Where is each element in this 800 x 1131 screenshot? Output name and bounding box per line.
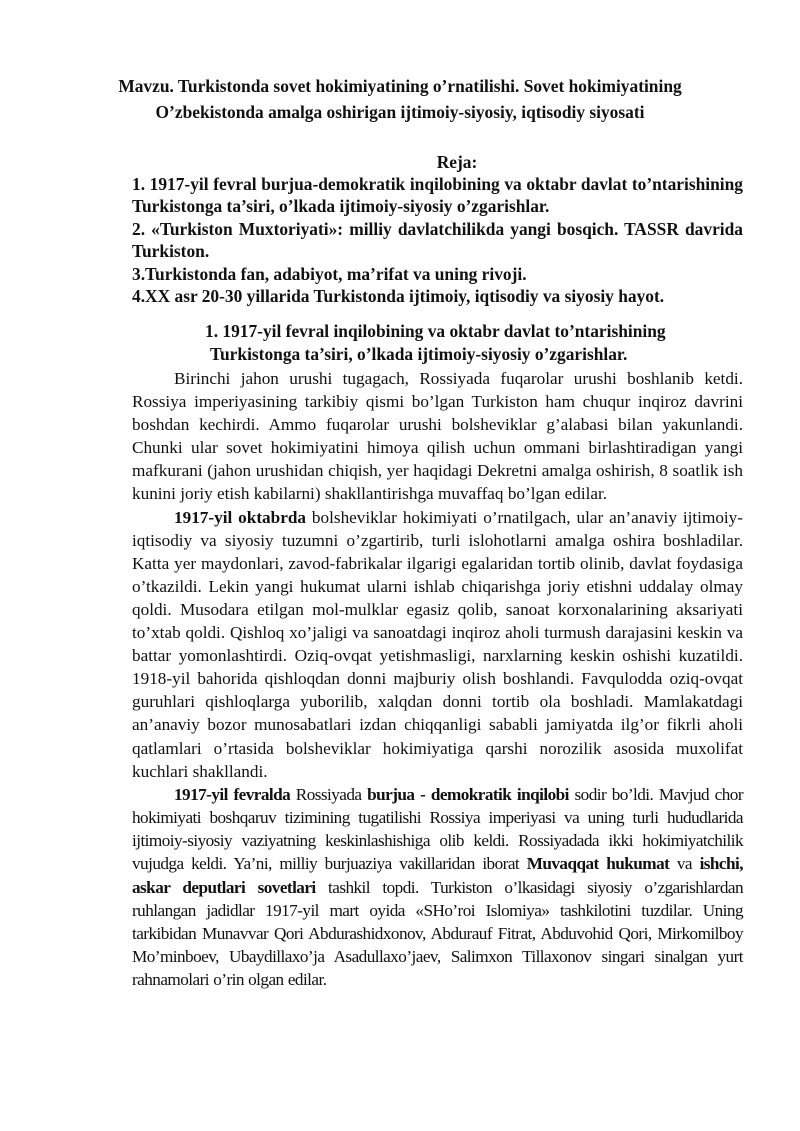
paragraph-3-provisional-government: Muvaqqat hukumat [526, 854, 670, 874]
plan-item-4: 4.XX asr 20-30 yillarida Turkistonda ijtimoiy, iqtisodiy va siyosiy hayot. [132, 286, 665, 307]
paragraph-3-lead: 1917-yil fevralda [174, 784, 291, 804]
plan-list [132, 173, 743, 307]
title-line-1: Mavzu. Turkistonda sovet hokimiyatining o’rnatilishi. Sovet hokimiyatining [118, 76, 682, 96]
paragraph-3 [132, 783, 743, 992]
title-line-2: O’zbekistonda amalga oshirigan ijtimoiy-siyosiy, iqtisodiy siyosati [155, 102, 645, 122]
paragraph-3-part-a: Rossiyada [290, 784, 368, 804]
paragraph-3-revolution: burjua - demokratik inqilobi [367, 784, 569, 804]
paragraph-2-lead: 1917-yil oktabrda [174, 507, 306, 527]
section-heading-line-1: 1. 1917-yil fevral inqilobining va oktabr davlat to’ntarishining [205, 321, 666, 341]
plan-item-2: 2. «Turkiston Muxtoriyati»: milliy davlatchilikda yangi bosqich. TASSR davrida Turkiston. [132, 218, 743, 262]
plan-item-1: 1. 1917-yil fevral burjua-demokratik inqilobining va oktabr davlat to’ntarishining Turkistonga ta’siri, o’lkada ijtimoiy-siyosiy o’zgarishlar. [132, 174, 743, 217]
section-heading [205, 320, 725, 366]
section-heading-line-2: Turkistonga ta’siri, o’lkada ijtimoiy-siyosiy o’zgarishlar. [210, 344, 628, 364]
plan-heading: Reja: [436, 152, 478, 172]
plan-item-3: 3.Turkistonda fan, adabiyot, ma’rifat va uning rivoji. [132, 263, 527, 284]
paragraph-3-part-g: tashkil topdi. Turkiston o’lkasidagi siyosiy o’zgarishlardan ruhlangan jadidlar 1917-yil mart oyida «SHo’roi Islomiya» tashkilotini tuzdilar. Uning tarkibidan Munavvar Qori Abdurashidxonov, Abdurauf Fitrat, Abduvohid Qori, Mirkomilboy Mo’minboev, Ubaydillaxo’ja Asadullaxo’jaev, Salimxon Tillaxonov singari sinalgan yurt rahnamolari o’rin olgan edilar. [132, 877, 743, 990]
paragraph-3-soviets: ishchi, askar deputlari sovetlari [132, 854, 743, 897]
paragraph-1: Birinchi jahon urushi tugagach, Rossiyada fuqarolar urushi boshlanib ketdi. Rossiya imperiyasining tarkibiy qismi bo’lgan Turkiston ham chuqur inqiroz davrini boshdan kechirdi. Ammo fuqarolar urushi bolsheviklar g’alabasi bilan yakunlandi. Chunki ular sovet hokimiyatini himoya qilish uchun ommani birlashtiradigan yangi mafkurani (jahon urushidan chiqish, yer haqidagi Dekretni amalga oshirish, 8 soatlik ish kunini joriy etish kabilarni) shakllantirishga muvaffaq bo’lgan edilar. [132, 369, 743, 504]
paragraph-3-part-e: va [669, 854, 700, 874]
paragraph-2 [132, 506, 743, 783]
paragraph-2-rest: bolsheviklar hokimiyati o’rnatilgach, ular an’anaviy ijtimoiy-iqtisodiy va siyosiy tuzumni o’zgartirib, turli islohotlarni amalga oshira boshladilar. Katta yer maydonlari, zavod-fabrikalar ilgarigi egalaridan tortib olinib, davlat foydasiga o’tkazildi. Lekin yangi hukumat ularni ishlab chiqarishga joriy etishni uddalay olmay qoldi. Musodara etilgan mol-mulklar egasiz qolib, sanoat korxonalarining aksariyati to’xtab qoldi. Qishloq xo’jaligi va sanoatdagi inqiroz aholi turmush darajasini keskin va battar yomonlashtirdi. Oziq-ovqat yetishmasligi, narxlarning keskin oshishi kuzatildi. 1918-yil bahorida qishloqdan donni majburiy olish boshlandi. Favqulodda oziq-ovqat guruhlari qishloqlarga yuborilib, xalqdan donni tortib ola boshladi. Mamlakatdagi an’anaviy bozor munosabatlari izdan chiqqanligi sababli jamiyatda ilg’or fikrli aholi qatlamlari o’rtasida bolsheviklar hokimiyatiga qarshi norozilik asosida muxolifat kuchlari shakllandi. [132, 507, 744, 781]
document-title [100, 73, 700, 125]
body-text [132, 367, 743, 992]
paragraph-3-part-c: sodir bo’ldi. Mavjud chor hokimiyati boshqaruv tizimining tugatilishi Rossiya imperiyasi va uning turli hududlarida ijtimoiy-siyosiy vaziyatning keskinlashishiga olib keldi. Rossiyadada ikki hokimiyatchilik vujudga keldi. Ya’ni, milliy burjuaziya vakillaridan iborat [132, 784, 744, 874]
